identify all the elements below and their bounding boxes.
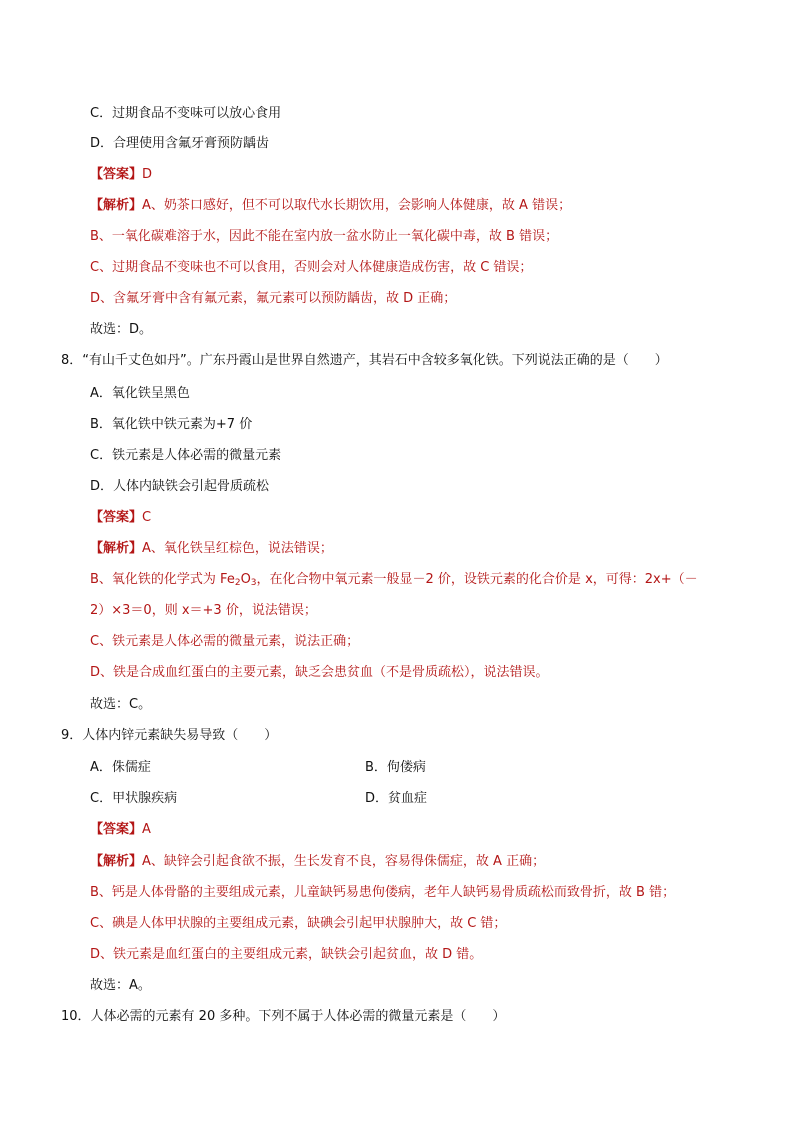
q9-analysis-3: C、碘是人体甲状腺的主要组成元素，缺碘会引起甲状腺肿大，故 C 错； (90, 916, 507, 931)
q7-analysis-4: D、含氟牙膏中含有氟元素，氟元素可以预防龋齿，故 D 正确； (90, 291, 457, 306)
q7-option-d: D．合理使用含氟牙膏预防龋齿 (90, 136, 270, 151)
answer-value: A (142, 822, 151, 837)
q9-option-c: C．甲状腺疾病 (90, 791, 178, 806)
q9-analysis-4: D、铁元素是血红蛋白的主要组成元素，缺铁会引起贫血，故 D 错。 (90, 947, 483, 962)
q8-option-a: A．氧化铁呈黑色 (90, 386, 190, 401)
q9-option-d: D．贫血症 (365, 791, 428, 806)
q8-conclusion: 故选：C。 (90, 697, 152, 712)
q8-answer (90, 508, 151, 528)
q8-analysis-2a (90, 570, 698, 590)
q9-analysis-1 (90, 852, 545, 872)
q7-analysis-3: C、过期食品不变味也不可以食用，否则会对人体健康造成伤害，故 C 错误； (90, 260, 533, 275)
q8-option-b: B．氧化铁中铁元素为+7 价 (90, 417, 253, 432)
answer-label: 【答案】 (90, 822, 143, 837)
q8-option-d: D．人体内缺铁会引起骨质疏松 (90, 479, 270, 494)
analysis-label: 【解析】 (90, 198, 143, 213)
q8-analysis-3: C、铁元素是人体必需的微量元素，说法正确； (90, 634, 360, 649)
formula-text: O (240, 572, 251, 587)
analysis-text: A、缺锌会引起食欲不振，生长发育不良，容易得侏儒症，故 A 正确； (142, 854, 546, 869)
q8-stem: 8．“有山千丈色如丹”。广东丹霞山是世界自然遗产，其岩石中含较多氧化铁。下列说法正确的是（ ） (61, 353, 668, 368)
q10-stem: 10．人体必需的元素有 20 多种。下列不属于人体必需的微量元素是（ ） (61, 1009, 506, 1024)
q9-option-a: A．侏儒症 (90, 760, 151, 775)
analysis-label: 【解析】 (90, 541, 143, 556)
q8-analysis-2b: 2）×3＝0，则 x＝+3 价，说法错误； (90, 603, 317, 618)
q9-option-b: B．佝偻病 (365, 760, 426, 775)
answer-label: 【答案】 (90, 167, 143, 182)
subscript: 2 (234, 578, 241, 588)
q9-stem: 9．人体内锌元素缺失易导致（ ） (61, 728, 278, 743)
analysis-text: A、奶茶口感好，但不可以取代水长期饮用，会影响人体健康，故 A 错误； (142, 198, 572, 213)
subscript: 3 (250, 578, 257, 588)
analysis-label: 【解析】 (90, 854, 143, 869)
answer-value: D (142, 167, 153, 182)
q8-analysis-1 (90, 539, 333, 559)
q8-option-c: C．铁元素是人体必需的微量元素 (90, 448, 282, 463)
analysis-text: B、氧化铁的化学式为 Fe (90, 572, 235, 587)
q9-analysis-2: B、钙是人体骨骼的主要组成元素，儿童缺钙易患佝偻病，老年人缺钙易骨质疏松而致骨折，故 B 错； (90, 885, 676, 900)
answer-value: C (142, 510, 152, 525)
q9-conclusion: 故选：A。 (90, 978, 151, 993)
analysis-text: ，在化合物中氧元素一般显－2 价，设铁元素的化合价是 x，可得：2x+（－ (256, 572, 698, 587)
analysis-text: A、氧化铁呈红棕色，说法错误； (142, 541, 333, 556)
q7-conclusion: 故选：D。 (90, 322, 153, 337)
q7-analysis-1 (90, 196, 571, 216)
q9-answer (90, 820, 151, 840)
q7-analysis-2: B、一氧化碳难溶于水，因此不能在室内放一盆水防止一氧化碳中毒，故 B 错误； (90, 229, 559, 244)
q8-analysis-4: D、铁是合成血红蛋白的主要元素，缺乏会患贫血（不是骨质疏松），说法错误。 (90, 665, 549, 680)
q7-option-c: C．过期食品不变味可以放心食用 (90, 106, 282, 121)
answer-label: 【答案】 (90, 510, 143, 525)
q7-answer (90, 165, 152, 185)
